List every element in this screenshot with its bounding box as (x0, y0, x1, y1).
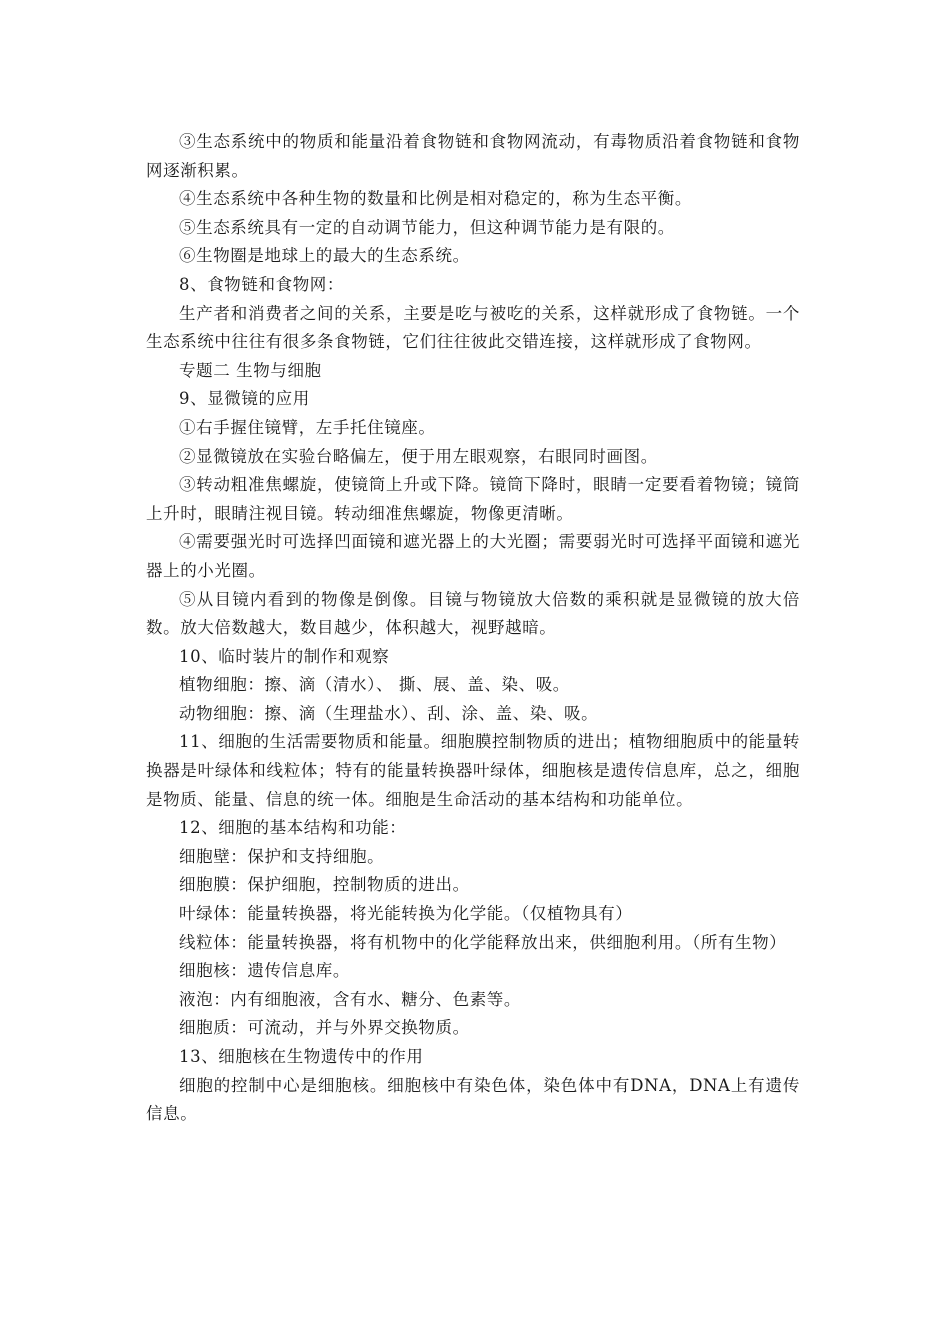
paragraph: ⑥生物圈是地球上的最大的生态系统。 (179, 246, 470, 266)
paragraph: 植物细胞：擦、滴（清水）、 撕、展、盖、染、吸。 (179, 675, 570, 695)
paragraph: 细胞的控制中心是细胞核。细胞核中有染色体，染色体中有DNA，DNA上有遗传信息。 (146, 1075, 800, 1124)
section-heading: 13、细胞核在生物遗传中的作用 (179, 1047, 424, 1066)
section-heading: 9、显微镜的应用 (179, 389, 310, 409)
paragraph: 线粒体：能量转换器，将有机物中的化学能释放出来，供细胞利用。（所有生物） (179, 932, 787, 952)
paragraph: ④生态系统中各种生物的数量和比例是相对稳定的，称为生态平衡。 (179, 189, 692, 209)
paragraph: ③转动粗准焦螺旋，使镜筒上升或下降。镜筒下降时，眼睛一定要看着物镜；镜筒上升时，眼睛注视目镜。转动细准焦螺旋，物像更清晰。 (146, 475, 800, 523)
paragraph: ⑤生态系统具有一定的自动调节能力，但这种调节能力是有限的。 (179, 217, 675, 237)
section-heading: 8、食物链和食物网： (179, 274, 344, 294)
paragraph: 生产者和消费者之间的关系，主要是吃与被吃的关系，这样就形成了食物链。一个生态系统中往往有很多条食物链，它们往往彼此交错连接，这样就形成了食物网。 (146, 303, 800, 352)
paragraph: 动物细胞：擦、滴（生理盐水）、刮、涂、盖、染、吸。 (179, 703, 599, 723)
paragraph: ③生态系统中的物质和能量沿着食物链和食物网流动，有毒物质沿着食物链和食物网逐渐积累。 (146, 132, 800, 180)
section-heading: 10、临时装片的制作和观察 (179, 646, 390, 666)
paragraph: 叶绿体：能量转换器，将光能转换为化学能。（仅植物具有） (179, 904, 633, 924)
paragraph: 细胞壁：保护和支持细胞。 (179, 846, 385, 866)
paragraph: 细胞膜：保护细胞，控制物质的进出。 (179, 875, 470, 895)
paragraph: 11、细胞的生活需要物质和能量。细胞膜控制物质的进出；植物细胞质中的能量转换器是叶绿体和线粒体；特有的能量转换器叶绿体，细胞核是遗传信息库，总之，细胞是物质、能量、信息的统一体。细胞是生命活动的基本结构和功能单位。 (146, 732, 800, 809)
paragraph: ②显微镜放在实验台略偏左，便于用左眼观察，右眼同时画图。 (179, 446, 658, 466)
section-heading: 12、细胞的基本结构和功能： (179, 818, 407, 838)
chapter-heading: 专题二 生物与细胞 (179, 360, 322, 380)
paragraph: ①右手握住镜臂，左手托住镜座。 (179, 417, 436, 437)
paragraph: ④需要强光时可选择凹面镜和遮光器上的大光圈；需要弱光时可选择平面镜和遮光器上的小光圈。 (146, 532, 800, 580)
paragraph: ⑤从目镜内看到的物像是倒像。目镜与物镜放大倍数的乘积就是显微镜的放大倍数。放大倍数越大，数目越少，体积越大，视野越暗。 (146, 589, 800, 638)
paragraph: 液泡：内有细胞液，含有水、糖分、色素等。 (179, 989, 521, 1009)
paragraph: 细胞质：可流动，并与外界交换物质。 (179, 1018, 470, 1038)
document-body (146, 128, 800, 1129)
paragraph: 细胞核：遗传信息库。 (179, 961, 350, 981)
